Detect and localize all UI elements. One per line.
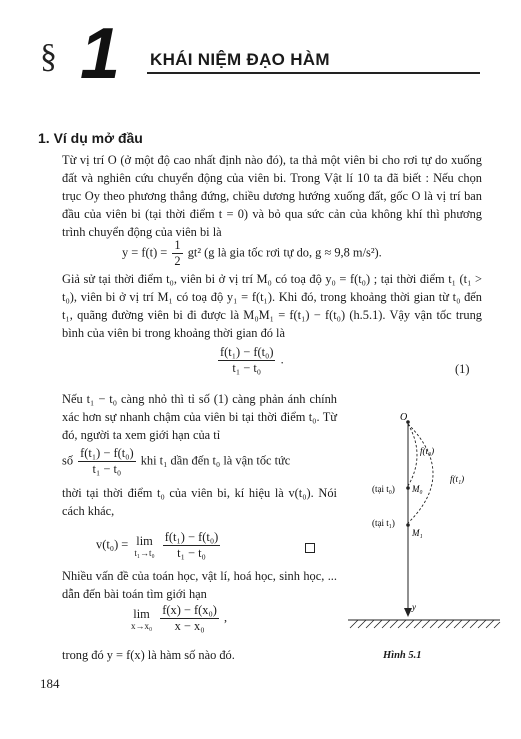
p4-den: t₁ − t₀ <box>92 462 122 476</box>
equation-motion <box>122 238 382 269</box>
equation-general-limit <box>128 603 227 634</box>
eq3-lim: lim <box>136 533 153 548</box>
p4-fraction <box>78 446 135 477</box>
arc-f-t0 <box>408 424 417 486</box>
p4-num: f(t₁) − f(t₀) <box>80 446 134 460</box>
eq3-fraction <box>163 530 220 561</box>
p4-prefix: số <box>62 453 74 468</box>
label-O: O <box>400 412 408 423</box>
paragraph-function-note: trong đó y = f(x) là hàm số nào đó. <box>62 648 235 662</box>
point-M0 <box>406 486 410 490</box>
eq3-limit <box>134 534 154 558</box>
equation-average-ratio <box>216 345 284 376</box>
paragraph-ratio-limit <box>62 446 342 477</box>
eq3-left: v(t₀) = <box>96 537 129 552</box>
lesson-number: 1 <box>80 14 121 94</box>
eq4-lim: lim <box>133 606 150 621</box>
label-y: y <box>412 602 416 612</box>
eq4-num: f(x) − f(x₀) <box>162 603 217 617</box>
ground-hatching <box>350 620 500 628</box>
label-M1: M₁ <box>412 528 423 538</box>
eq3-lim-sub: t₁→t₀ <box>134 547 155 558</box>
eq2-den: t₁ − t₀ <box>232 361 262 375</box>
end-of-example-box <box>305 540 315 558</box>
eq1-fraction <box>172 238 182 269</box>
p4-suffix: khi t₁ dần đến t₀ là vận tốc tức <box>140 453 291 468</box>
eq1-num: 1 <box>174 238 181 252</box>
label-M0: M₀ <box>412 484 423 494</box>
eq1-right: gt² (g là gia tốc rơi tự do, g ≈ 9,8 m/s²). <box>187 245 382 260</box>
label-f-t0: f(t₀) <box>420 446 435 456</box>
label-f-t1: f(t₁) <box>450 474 465 484</box>
figure-caption: Hình 5.1 <box>383 650 422 661</box>
eq2-num: f(t₁) − f(t₀) <box>220 345 274 359</box>
eq4-lim-sub: x→x₀ <box>131 620 153 631</box>
eq4-limit <box>131 607 152 631</box>
label-at-t0: (tại t₀) <box>372 484 395 494</box>
paragraph-limit-intro: Nếu t₁ − t₀ càng nhỏ thì tỉ số (1) càng phản ánh chính xác hơn sự nhanh chậm của viên bi tại thời điểm t₀. Từ đó, người ta xem giới hạn của tỉ <box>62 392 337 442</box>
paragraph-instant-velocity: thời tại thời điểm t₀ của viên bi, kí hiệu là v(t₀). Nói cách khác, <box>62 486 337 518</box>
eq4-tail: , <box>224 610 228 625</box>
section-heading: 1. Ví dụ mở đầu <box>38 130 143 146</box>
equation-number: (1) <box>455 362 470 376</box>
paragraph-general-problem: Nhiều vấn đề của toán học, vật lí, hoá học, sinh học, ... dẫn đến bài toán tìm giới hạn <box>62 569 337 601</box>
page-number: 184 <box>40 676 60 691</box>
lesson-title: KHÁI NIỆM ĐẠO HÀM <box>150 50 330 69</box>
eq4-fraction <box>160 603 219 634</box>
paragraph-intro: Từ vị trí O (ở một độ cao nhất định nào đó), ta thả một viên bi cho rơi tự do xuống đất và nghiên cứu chuyển động của viên bi. Trong Vật lí 10 ta đã biết : Nếu chọn trục Oy theo phương thẳng đứng, chiều dương hướng xuống đất, gốc O là vị trí ban đầu của viên bi (tại thời điểm t = 0) và bỏ qua sức cản của không khí thì phương trình chuyển động của viên bi là <box>62 153 482 239</box>
title-underline <box>147 72 480 74</box>
arc-f-t1 <box>408 424 433 523</box>
eq2-tail: . <box>280 352 284 367</box>
eq4-den: x − x₀ <box>174 619 205 633</box>
point-M1 <box>406 523 410 527</box>
eq3-num: f(t₁) − f(t₀) <box>164 530 219 544</box>
free-fall-figure <box>340 410 510 640</box>
eq1-den: 2 <box>174 254 181 268</box>
y-axis-arrow <box>404 608 412 617</box>
eq2-fraction <box>218 345 275 376</box>
label-at-t1: (tại t₁) <box>372 518 395 528</box>
equation-instant-velocity <box>96 530 222 561</box>
paragraph-average-velocity: Giả sử tại thời điểm t₀, viên bi ở vị trí M₀ có toạ độ y₀ = f(t₀) ; tại thời điểm t₁ (t₁ > t₀), viên bi ở vị trí M₁ có toạ độ y₁ = f(t₁). Khi đó, trong khoảng thời gian từ t₀ đến t₁, quãng đường viên bi đi được là M₀M₁ = f(t₁) − f(t₀) (h.5.1). Vậy vận tốc trung bình của viên bi trong khoảng thời gian đó là <box>62 272 482 340</box>
eq3-den: t₁ − t₀ <box>177 546 206 560</box>
section-symbol: § <box>40 38 57 75</box>
eq1-left: y = f(t) = <box>122 245 168 260</box>
